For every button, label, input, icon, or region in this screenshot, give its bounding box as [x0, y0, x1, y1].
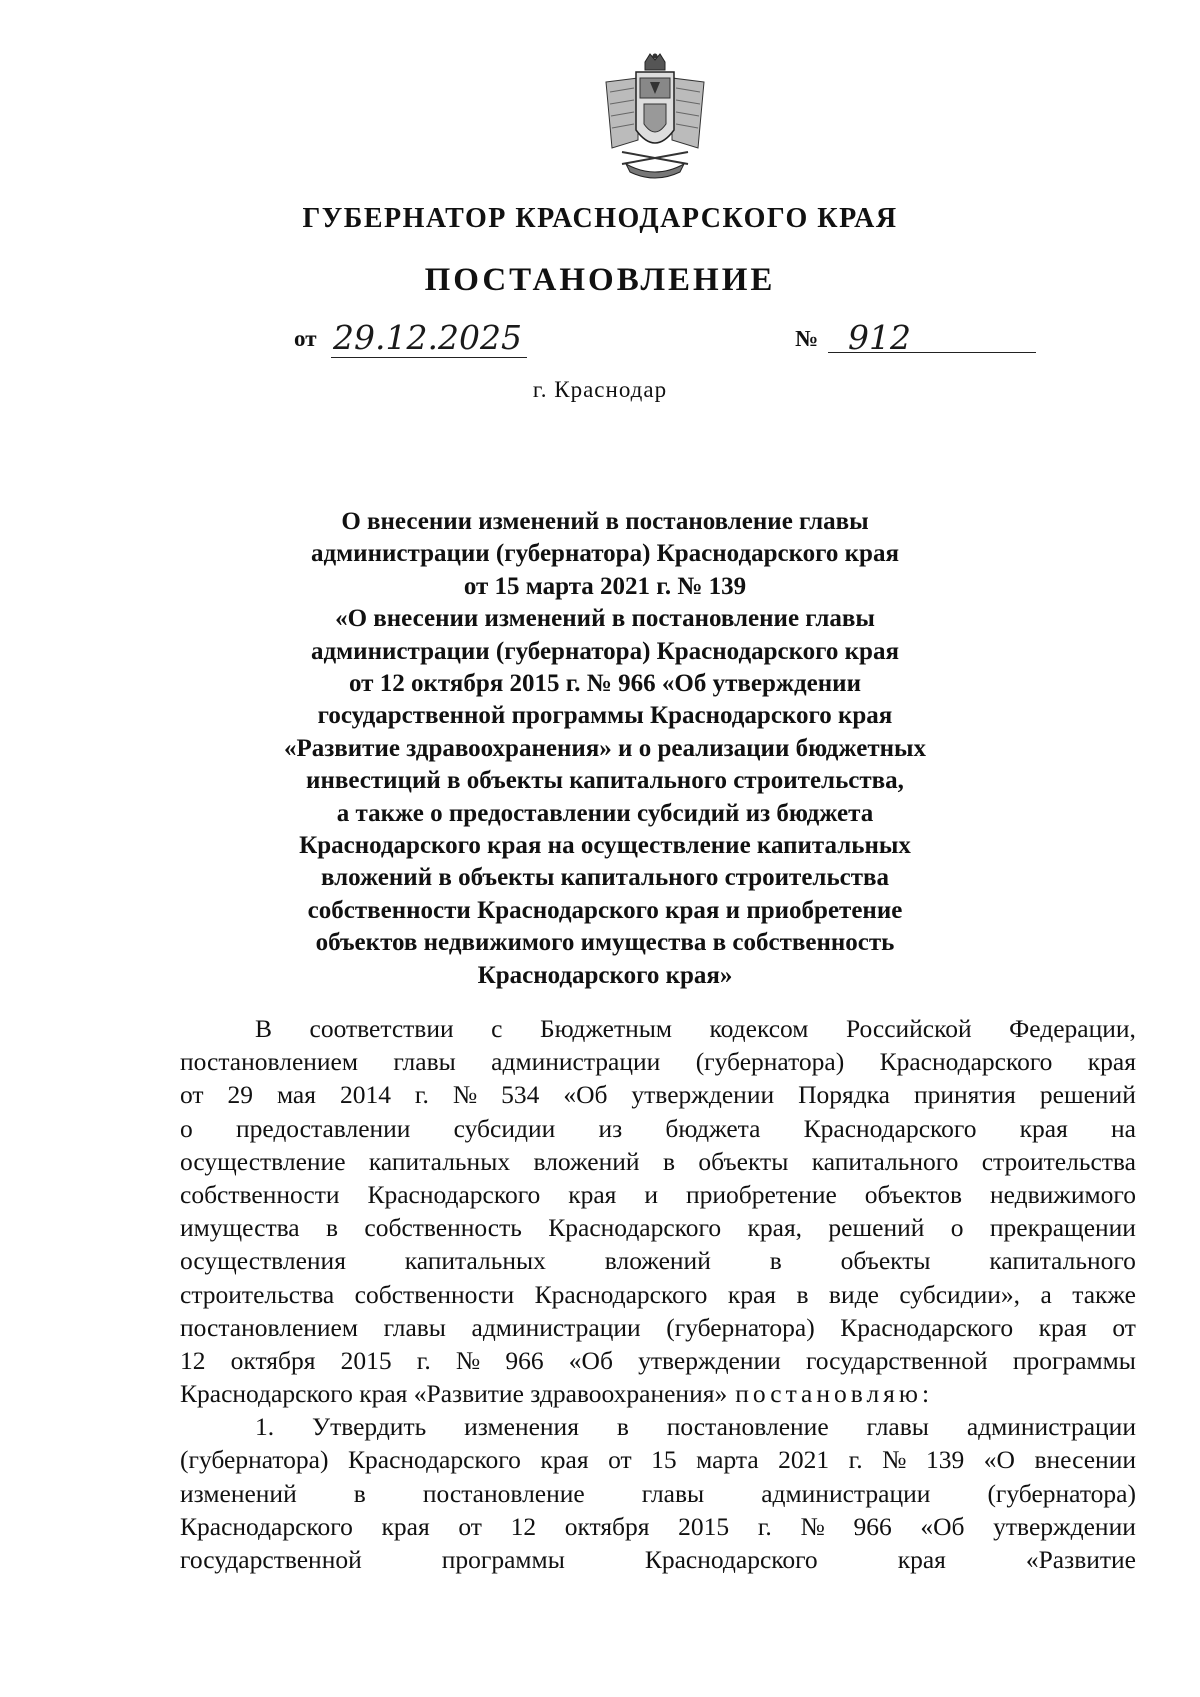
- title-line: собственности Краснодарского края и приобретение: [307, 896, 903, 924]
- word: 139: [926, 1445, 965, 1475]
- word: в: [325, 1213, 339, 1243]
- word: «Об: [920, 1511, 965, 1541]
- word: Краснодарского: [803, 1113, 977, 1143]
- city-label: г. Краснодар: [532, 377, 668, 402]
- word: предоставлении: [235, 1113, 411, 1143]
- word: №: [882, 1445, 907, 1475]
- word: собственности: [180, 1179, 340, 1209]
- word: 2015: [678, 1511, 730, 1541]
- word: осуществление: [180, 1146, 346, 1176]
- body-line: [180, 1477, 1136, 1510]
- word: Бюджетным: [539, 1014, 673, 1043]
- word: администрации: [966, 1412, 1136, 1442]
- word: от: [458, 1511, 482, 1541]
- word: 2014: [339, 1080, 391, 1110]
- number-handwritten: 912: [848, 318, 911, 357]
- word: №: [800, 1511, 825, 1541]
- word: субсидии: [453, 1113, 556, 1143]
- body-line: [180, 1278, 1136, 1311]
- title-line: государственной программы Краснодарского края: [317, 702, 893, 730]
- date-underline: [331, 357, 527, 358]
- word: из: [598, 1113, 623, 1143]
- word: Российской: [845, 1014, 972, 1043]
- word: вложений: [604, 1246, 711, 1276]
- word: также: [1072, 1279, 1136, 1309]
- word: администрации: [471, 1312, 641, 1342]
- document-type-heading: ПОСТАНОВЛЕНИЕ: [424, 262, 776, 298]
- word: о: [180, 1113, 193, 1143]
- word: от: [1112, 1312, 1136, 1342]
- word: края: [727, 1279, 777, 1309]
- word: Краснодарского: [548, 1213, 722, 1243]
- word: программы: [1012, 1345, 1136, 1375]
- body-line: [180, 1244, 1136, 1277]
- word: от: [180, 1080, 204, 1110]
- word: постановлением: [180, 1047, 359, 1077]
- body-line: [180, 1178, 1136, 1211]
- word: собственности: [354, 1279, 515, 1309]
- word: октября: [564, 1511, 650, 1541]
- word: Краснодарского: [534, 1279, 708, 1309]
- title-line: инвестиций в объекты капитального строительства,: [306, 767, 904, 795]
- resolve-word: постановляю:: [735, 1379, 934, 1409]
- document-body: [180, 1012, 1136, 1576]
- word: №: [455, 1345, 481, 1375]
- word: соответствии: [309, 1014, 454, 1043]
- word: имущества: [180, 1213, 300, 1243]
- word: 534: [501, 1080, 540, 1110]
- body-line: [180, 1543, 1136, 1576]
- word: Краснодарского: [348, 1445, 521, 1475]
- word: края: [1019, 1113, 1068, 1143]
- word: утверждении: [993, 1511, 1136, 1541]
- word: Краснодарского: [840, 1312, 1014, 1342]
- word: постановлением: [180, 1312, 359, 1342]
- word: г.: [416, 1345, 431, 1375]
- word: 29: [227, 1080, 254, 1110]
- word: марта: [696, 1445, 759, 1475]
- title-line: от 12 октября 2015 г. № 966 «Об утверждении: [349, 670, 861, 698]
- word: В: [255, 1014, 273, 1043]
- title-line: а также о предоставлении субсидий из бюджета: [336, 799, 874, 827]
- title-line: Краснодарского края»: [477, 961, 733, 989]
- word: Краснодарского: [879, 1047, 1053, 1077]
- word: администрации: [761, 1478, 931, 1508]
- word: «О: [983, 1445, 1015, 1475]
- word: собственность: [364, 1213, 522, 1243]
- word: 12: [180, 1345, 206, 1375]
- body-line: [180, 1112, 1136, 1145]
- body-line: [180, 1510, 1136, 1543]
- document-title: [220, 506, 990, 992]
- word: края: [381, 1511, 430, 1541]
- word: в: [796, 1279, 809, 1309]
- word: главы: [393, 1047, 456, 1077]
- word: 2015: [340, 1345, 392, 1375]
- word: мая: [276, 1080, 316, 1110]
- word: бюджета: [665, 1113, 761, 1143]
- number-underline: [828, 352, 1036, 353]
- word: Утвердить: [312, 1412, 427, 1442]
- word: 12: [510, 1511, 537, 1541]
- title-line: Краснодарского края на осуществление капитальных: [299, 832, 911, 860]
- word: объекты: [698, 1146, 789, 1176]
- word: 1.: [255, 1412, 275, 1442]
- body-line: [180, 1410, 1136, 1443]
- word: объектов: [864, 1179, 963, 1209]
- word: Порядка: [798, 1080, 891, 1110]
- title-line: вложений в объекты капитального строительства: [320, 864, 890, 892]
- word: виде: [828, 1279, 879, 1309]
- issuer-heading: ГУБЕРНАТОР КРАСНОДАРСКОГО КРАЯ: [302, 203, 898, 234]
- word: капитальных: [404, 1246, 546, 1276]
- word: 966: [853, 1511, 892, 1541]
- word: края: [568, 1179, 617, 1209]
- word: изменений: [180, 1478, 297, 1508]
- word: Федерации,: [1009, 1014, 1136, 1043]
- word: (губернатора): [987, 1478, 1136, 1508]
- word: капитальных: [368, 1146, 511, 1176]
- word: «Об: [563, 1080, 608, 1110]
- word: от: [608, 1445, 632, 1475]
- word: Краснодарского: [644, 1545, 818, 1574]
- word: «Развитие: [1025, 1545, 1136, 1574]
- word: Краснодарского: [367, 1179, 541, 1209]
- word: «Об: [568, 1345, 613, 1375]
- body-line: [180, 1145, 1136, 1178]
- title-line: «О внесении изменений в постановление главы: [335, 605, 875, 633]
- word: края,: [747, 1213, 803, 1243]
- word: государственной: [180, 1545, 362, 1574]
- word: постановление: [422, 1478, 585, 1508]
- word: г.: [848, 1445, 863, 1475]
- word: края: [1087, 1047, 1136, 1077]
- word: в: [769, 1246, 782, 1276]
- word: 15: [651, 1445, 677, 1475]
- word: (губернатора): [180, 1445, 329, 1475]
- word: кодексом: [709, 1014, 809, 1043]
- word: недвижимого: [989, 1179, 1136, 1209]
- word: о: [950, 1213, 964, 1243]
- word: главы: [866, 1412, 929, 1442]
- body-line: [180, 1211, 1136, 1244]
- body-line: [180, 1311, 1136, 1344]
- word: главы: [383, 1312, 446, 1342]
- word: с: [491, 1014, 503, 1043]
- word: Краснодарского: [180, 1511, 353, 1541]
- title-line: О внесении изменений в постановление главы: [341, 508, 869, 535]
- word: принятия: [913, 1080, 1016, 1110]
- word: а: [1040, 1279, 1052, 1309]
- word: и: [644, 1179, 658, 1209]
- word: октября: [230, 1345, 316, 1375]
- word: на: [1111, 1113, 1136, 1143]
- word: объекты: [840, 1246, 931, 1276]
- body-line: [180, 1012, 1136, 1045]
- body-line: [180, 1078, 1136, 1111]
- word: 2021: [778, 1445, 830, 1475]
- word: г.: [757, 1511, 772, 1541]
- word: субсидии»,: [899, 1279, 1021, 1309]
- word: в: [353, 1478, 366, 1508]
- word: прекращении: [989, 1213, 1136, 1243]
- word: строительства: [180, 1279, 335, 1309]
- title-line: объектов недвижимого имущества в собственность: [315, 929, 895, 957]
- word: (губернатора): [666, 1312, 815, 1342]
- word: в: [662, 1146, 676, 1176]
- title-line: от 15 марта 2021 г. № 139: [463, 572, 747, 600]
- krasnodar-krai-coat-of-arms-icon: [598, 52, 712, 180]
- word: края: [1038, 1312, 1087, 1342]
- word: №: [452, 1080, 478, 1110]
- word: края: [540, 1445, 589, 1475]
- word: государственной: [805, 1345, 988, 1375]
- title-line: «Развитие здравоохранения» и о реализации бюджетных: [283, 734, 927, 762]
- body-line: [180, 1344, 1136, 1377]
- body-line: [180, 1377, 1136, 1410]
- word: внесении: [1034, 1445, 1136, 1475]
- word: капитального: [811, 1146, 959, 1176]
- word: администрации: [491, 1047, 661, 1077]
- word: главы: [641, 1478, 705, 1508]
- date-prefix: от: [294, 326, 317, 351]
- word: (губернатора): [695, 1047, 845, 1077]
- word: капитального: [989, 1246, 1136, 1276]
- word: решений: [1039, 1080, 1136, 1110]
- word: г.: [414, 1080, 429, 1110]
- date-handwritten: 29.12.2025: [333, 318, 522, 357]
- word: решений: [828, 1213, 925, 1243]
- word: в: [616, 1412, 629, 1442]
- word: программы: [441, 1545, 565, 1574]
- number-prefix: №: [795, 326, 819, 351]
- word: приобретение: [685, 1179, 837, 1209]
- body-line: [180, 1045, 1136, 1078]
- word: осуществления: [180, 1246, 346, 1276]
- word: вложений: [533, 1146, 640, 1176]
- word: утверждении: [638, 1345, 781, 1375]
- word: 966: [505, 1345, 544, 1375]
- body-line: [180, 1443, 1136, 1476]
- word: постановление: [666, 1412, 829, 1442]
- word: утверждении: [631, 1080, 775, 1110]
- title-line: администрации (губернатора) Краснодарского края: [311, 637, 899, 665]
- word: строительства: [981, 1146, 1136, 1176]
- title-line: администрации (губернатора) Краснодарского края: [311, 540, 899, 568]
- body-text-fragment: Краснодарского края «Развитие здравоохранения»: [180, 1379, 728, 1409]
- word: изменения: [464, 1412, 579, 1442]
- word: края: [897, 1545, 946, 1574]
